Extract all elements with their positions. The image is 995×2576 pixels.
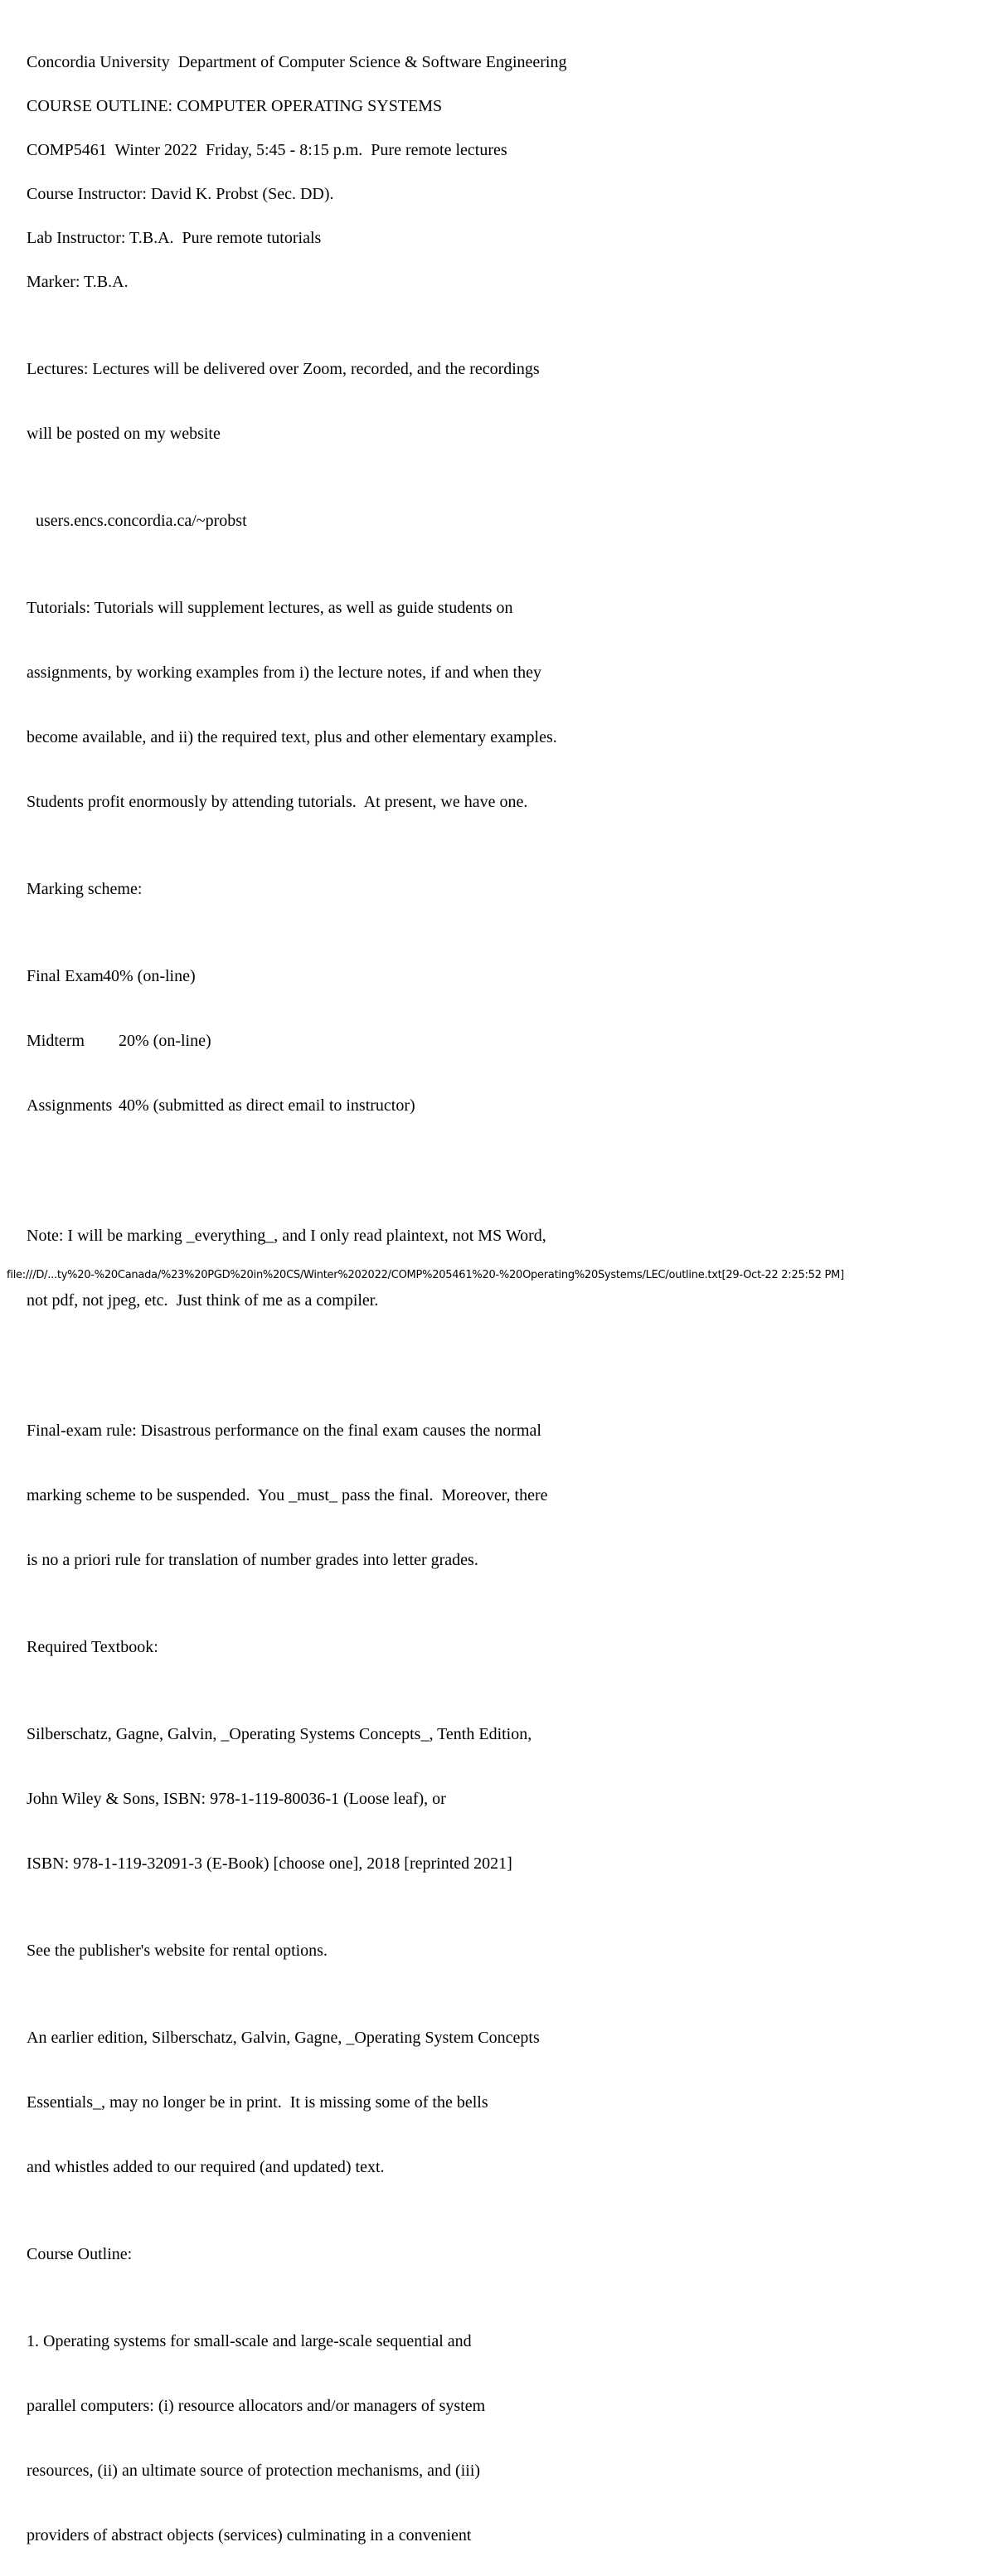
earlier-edition-paragraph [27,1984,955,2221]
outline-item-line: 1. Operating systems for small-scale and large-scale sequential and [27,2332,472,2350]
note-line: Note: I will be marking _everything_, and I only read plaintext, not MS Word, [27,1227,546,1245]
earlier-edition-line: and whistles added to our required (and updated) text. [27,2158,385,2176]
marker: Marker: T.B.A. [27,273,129,291]
marking-scheme-detail: 40% (submitted as direct email to instructor) [119,1096,415,1115]
instructor-website: users.encs.concordia.ca/~probst [36,512,247,530]
tutorials-line: become available, and ii) the required text, plus and other elementary examples. [27,728,557,746]
final-exam-rule-line: is no a priori rule for translation of number grades into letter grades. [27,1551,478,1569]
marking-scheme-row [27,1030,955,1052]
marking-scheme-heading: Marking scheme: [27,880,143,898]
department-header: Concordia University Department of Computer Science & Software Engineering [27,53,567,71]
tutorials-line: assignments, by working examples from i) the lecture notes, if and when they [27,663,541,682]
marking-scheme-detail: 20% (on-line) [119,1032,211,1050]
final-exam-rule-line: marking scheme to be suspended. You _must_ pass the final. Moreover, there [27,1486,548,1504]
outline-item-line: parallel computers: (i) resource allocators and/or managers of system [27,2397,486,2415]
textbook-line: Silberschatz, Gagne, Galvin, _Operating Systems Concepts_, Tenth Edition, [27,1725,532,1743]
final-exam-rule-paragraph [27,1377,955,1614]
outline-item-line: resources, (ii) an ultimate source of protection mechanisms, and (iii) [27,2462,481,2480]
marking-scheme-item: Final Exam [27,967,104,985]
marking-scheme-item: Assignments [27,1096,113,1115]
lectures-line: Lectures: Lectures will be delivered over Zoom, recorded, and the recordings [27,360,540,378]
textbook-line: ISBN: 978-1-119-32091-3 (E-Book) [choose one], 2018 [reprinted 2021] [27,1854,512,1873]
course-instructor: Course Instructor: David K. Probst (Sec. DD). [27,185,334,203]
marking-scheme-item: Midterm [27,1032,85,1050]
marking-scheme-row [27,965,955,987]
textbook-paragraph [27,1680,955,1917]
rental-note: See the publisher's website for rental options. [27,1942,328,1960]
document-body [27,51,955,2576]
earlier-edition-line: Essentials_, may no longer be in print. It is missing some of the bells [27,2093,488,2112]
lectures-paragraph [27,315,955,488]
course-info: COMP5461 Winter 2022 Friday, 5:45 - 8:15 p.m. Pure remote lectures [27,141,507,159]
required-textbook-heading: Required Textbook: [27,1638,158,1656]
print-footer-file-path: file:///D/...ty%20-%20Canada/%23%20PGD%20in%20CS/Winter%202022/COMP%205461%20-%20Operating%20Systems/LEC/outline.txt[29-Oct-22 2:25:52 PM] [7,1269,844,1281]
marking-scheme-row [27,1095,955,1116]
marking-scheme-list [27,922,955,1159]
lectures-line: will be posted on my website [27,425,221,443]
course-outline-title: COURSE OUTLINE: COMPUTER OPERATING SYSTEMS [27,97,443,115]
marking-scheme-detail: 40% (on-line) [103,967,196,985]
tutorials-line: Students profit enormously by attending tutorials. At present, we have one. [27,793,528,811]
tutorials-paragraph [27,554,955,856]
tutorials-line: Tutorials: Tutorials will supplement lectures, as well as guide students on [27,599,513,617]
outline-item-line: providers of abstract objects (services) culminating in a convenient [27,2526,472,2544]
final-exam-rule-line: Final-exam rule: Disastrous performance on the final exam causes the normal [27,1422,541,1440]
note-line: not pdf, not jpeg, etc. Just think of me as a compiler. [27,1291,379,1310]
course-outline-heading: Course Outline: [27,2245,133,2263]
lab-instructor: Lab Instructor: T.B.A. Pure remote tutorials [27,229,322,247]
note-paragraph [27,1182,955,1354]
textbook-line: John Wiley & Sons, ISBN: 978-1-119-80036-1 (Loose leaf), or [27,1790,446,1808]
earlier-edition-line: An earlier edition, Silberschatz, Galvin, Gagne, _Operating System Concepts [27,2029,540,2047]
outline-item-1 [27,2287,955,2576]
